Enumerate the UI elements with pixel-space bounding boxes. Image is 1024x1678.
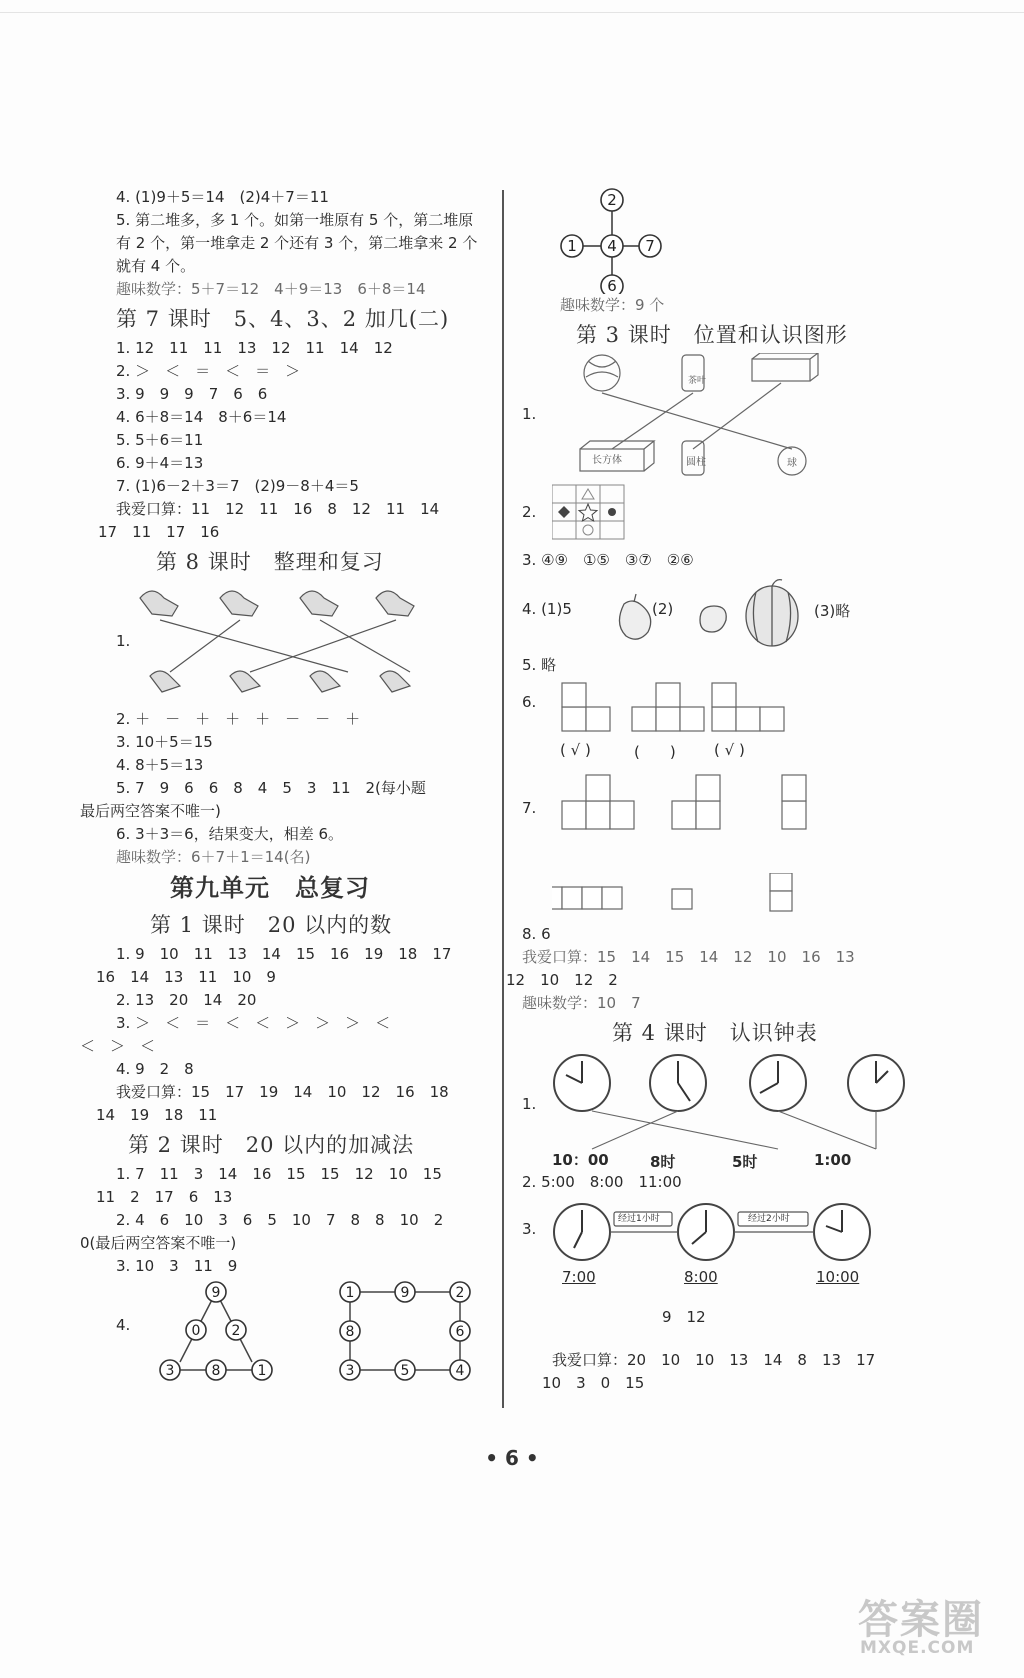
answer-line: 4. 8＋5＝13 [116, 756, 204, 774]
answer-line: 最后两空答案不唯一) [80, 802, 221, 820]
cross-number-figure [552, 186, 932, 294]
answer-line: 2. 5:00 8:00 11:00 [522, 1173, 682, 1191]
time-label: 10：00 [552, 1151, 609, 1169]
answer-line: 8. 6 [522, 925, 551, 943]
number-puzzle-diagram [80, 1278, 490, 1390]
fun-math-line: 趣味数学：10 7 [522, 994, 641, 1012]
clock-time: 7:00 [562, 1268, 596, 1286]
clock-time: 8:00 [684, 1268, 718, 1286]
lesson-heading-8: 第 8 课时 整理和复习 [156, 550, 384, 574]
clock-matching [552, 1051, 932, 1167]
cross-number-diagram [552, 186, 752, 294]
answer-line: 9 12 [662, 1308, 706, 1326]
puzzle-digit: 4 [455, 1363, 465, 1379]
number-puzzle-figure [80, 1278, 490, 1390]
mental-math-line: 我爱口算：15 17 19 14 10 12 16 18 [116, 1083, 449, 1101]
fruit-illustration [552, 578, 932, 648]
answer-line: 2. 13 20 14 20 [116, 991, 257, 1009]
answer-line: 2. ＋ － ＋ ＋ ＋ － － ＋ [116, 710, 361, 728]
matching-figure [80, 580, 490, 708]
clock-figure-3 [522, 1200, 932, 1296]
question-number: 7. [522, 799, 537, 817]
answer-line: 3. 10＋5＝15 [116, 733, 213, 751]
question-number: 1. [116, 632, 131, 650]
puzzle-digit: 9 [211, 1285, 221, 1301]
puzzle-digit: 2 [455, 1285, 465, 1301]
cross-digit: 4 [607, 237, 617, 255]
unit-heading: 第九单元 总复习 [170, 873, 370, 902]
answer-line: 3. 9 9 9 7 6 6 [116, 385, 268, 403]
mental-math-line: 我爱口算：11 12 11 16 8 12 11 14 [116, 500, 440, 518]
top-rule [0, 12, 1024, 13]
answer-line: 6. 9＋4＝13 [116, 454, 204, 472]
animal-matching-illustration [80, 580, 480, 708]
answer-line: 16 14 13 11 10 9 [96, 968, 276, 986]
answer-line: 5. 第二堆多，多 1 个。如第一堆原有 5 个，第二堆原有 2 个，第一堆拿走 2 个还有 3 个，第二堆拿来 2 个就有 4 个。 [116, 211, 478, 275]
time-label: 1:00 [814, 1151, 852, 1169]
mental-math-line: 17 11 17 16 [98, 523, 220, 541]
answer-line: 4. 9 2 8 [116, 1060, 194, 1078]
lesson-heading-9-1: 第 1 课时 20 以内的数 [150, 913, 393, 937]
puzzle-digit: 1 [257, 1363, 267, 1379]
answer-line: 7. (1)6－2＋3＝7 (2)9－8＋4＝5 [116, 477, 359, 495]
fruit-figure [522, 578, 932, 648]
page-number: • 6 • [485, 1446, 539, 1470]
question-number: 6. [522, 693, 537, 711]
puzzle-digit: 5 [400, 1363, 410, 1379]
puzzle-digit: 1 [345, 1285, 355, 1301]
answer-line: 2. ＞ ＜ ＝ ＜ ＝ ＞ [116, 362, 301, 380]
answer-line: 0(最后两空答案不唯一) [80, 1234, 237, 1252]
lesson-heading-9-2: 第 2 课时 20 以内的加减法 [128, 1133, 415, 1157]
shape-matching-figure [522, 353, 932, 483]
tea-label: 茶叶 [688, 376, 707, 386]
answer-part: (3)略 [814, 602, 851, 620]
grid-figure [522, 483, 932, 545]
answer-line: 3. ④⑨ ①⑤ ③⑦ ②⑥ [522, 551, 694, 569]
puzzle-digit: 3 [345, 1363, 355, 1379]
answer-line: 3. 10 3 11 9 [116, 1257, 238, 1275]
mental-math-line: 我爱口算：20 10 10 13 14 8 13 17 [552, 1351, 876, 1369]
answer-line: 1. 9 10 11 13 14 15 16 19 18 17 [116, 945, 452, 963]
mental-math-line: 12 10 12 2 [506, 971, 618, 989]
lesson-heading-4: 第 4 课时 认识钟表 [612, 1021, 818, 1045]
watermark-url: MXQE.COM [860, 1638, 975, 1658]
question-number: 2. [522, 503, 537, 521]
fun-math-line: 趣味数学：5＋7＝12 4＋9＝13 6＋8＝14 [116, 280, 426, 298]
time-label: 5时 [732, 1153, 758, 1171]
puzzle-digit: 8 [345, 1324, 355, 1340]
mental-math-line: 10 3 0 15 [542, 1374, 645, 1392]
lesson-heading-3: 第 3 课时 位置和认识图形 [576, 323, 848, 347]
question-number: 1. [522, 1095, 537, 1113]
cube-figure-7 [552, 873, 932, 923]
answer-line: 1. 12 11 11 13 12 11 14 12 [116, 339, 393, 357]
fun-math-line: 趣味数学：6＋7＋1＝14(名) [116, 848, 311, 866]
left-column [80, 186, 490, 1390]
answer-line: ＜ ＞ ＜ [80, 1037, 156, 1055]
cube-stacks [552, 681, 932, 873]
right-column [506, 186, 932, 1395]
answer-line: 5. 5＋6＝11 [116, 431, 204, 449]
puzzle-digit: 6 [455, 1324, 465, 1340]
time-label: 8时 [650, 1153, 676, 1171]
answer-line: 1. 7 11 3 14 16 15 15 12 10 15 [116, 1165, 442, 1183]
question-number: 3. [522, 1220, 537, 1238]
cube-figure-6 [522, 681, 932, 873]
watermark-logo-text: 答案圈 [858, 1596, 984, 1643]
answer-line: 3. ＞ ＜ ＝ ＜ ＜ ＞ ＞ ＞ ＜ [116, 1014, 391, 1032]
answer-line: 5. 7 9 6 6 8 4 5 3 11 2(每小题 [116, 779, 426, 797]
elapsed-time-clocks [552, 1200, 932, 1296]
box-label: 长方体 [592, 455, 622, 466]
question-number: 4. (1)5 [522, 600, 572, 618]
cross-digit: 1 [567, 237, 577, 255]
elapsed-label: 经过1小时 [618, 1214, 660, 1224]
cross-digit: 2 [607, 191, 617, 209]
ball-label: 球 [787, 458, 797, 469]
symbol-grid [552, 483, 672, 545]
puzzle-digit: 0 [191, 1323, 201, 1339]
answer-line: 11 2 17 6 13 [96, 1188, 233, 1206]
elapsed-label: 经过2小时 [748, 1214, 790, 1224]
column-divider [502, 190, 504, 1408]
puzzle-digit: 2 [231, 1323, 241, 1339]
answer-line: 2. 4 6 10 3 6 5 10 7 8 8 10 2 [116, 1211, 444, 1229]
check-mark: ( √ ) [714, 741, 745, 759]
lesson-heading-7: 第 7 课时 5、4、3、2 加几(二) [116, 307, 450, 331]
check-mark: ( √ ) [560, 741, 591, 759]
question-number: 4. [116, 1316, 131, 1334]
cross-digit: 7 [645, 237, 655, 255]
answer-line: 5. 略 [522, 656, 557, 674]
cross-digit: 6 [607, 277, 617, 294]
answer-line: 4. (1)9＋5＝14 (2)4＋7＝11 [116, 188, 329, 206]
cube-rows [552, 873, 932, 923]
question-number: 1. [522, 405, 537, 423]
puzzle-digit: 3 [165, 1363, 175, 1379]
check-mark: ( ) [634, 743, 676, 761]
watermark [858, 1588, 1008, 1666]
answer-line: 4. 6＋8＝14 8＋6＝14 [116, 408, 287, 426]
puzzle-digit: 8 [211, 1363, 221, 1379]
clock-figure-1 [522, 1051, 932, 1171]
answer-part: (2) [652, 600, 674, 618]
cylinder-label: 圆柱 [686, 457, 706, 468]
mental-math-line: 14 19 18 11 [96, 1106, 218, 1124]
answer-line: 6. 3＋3＝6，结果变大，相差 6。 [116, 825, 344, 843]
mental-math-line: 我爱口算：15 14 15 14 12 10 16 13 [522, 948, 855, 966]
puzzle-digit: 9 [400, 1285, 410, 1301]
clock-time: 10:00 [816, 1268, 860, 1286]
fun-math-line: 趣味数学：9 个 [560, 296, 665, 314]
